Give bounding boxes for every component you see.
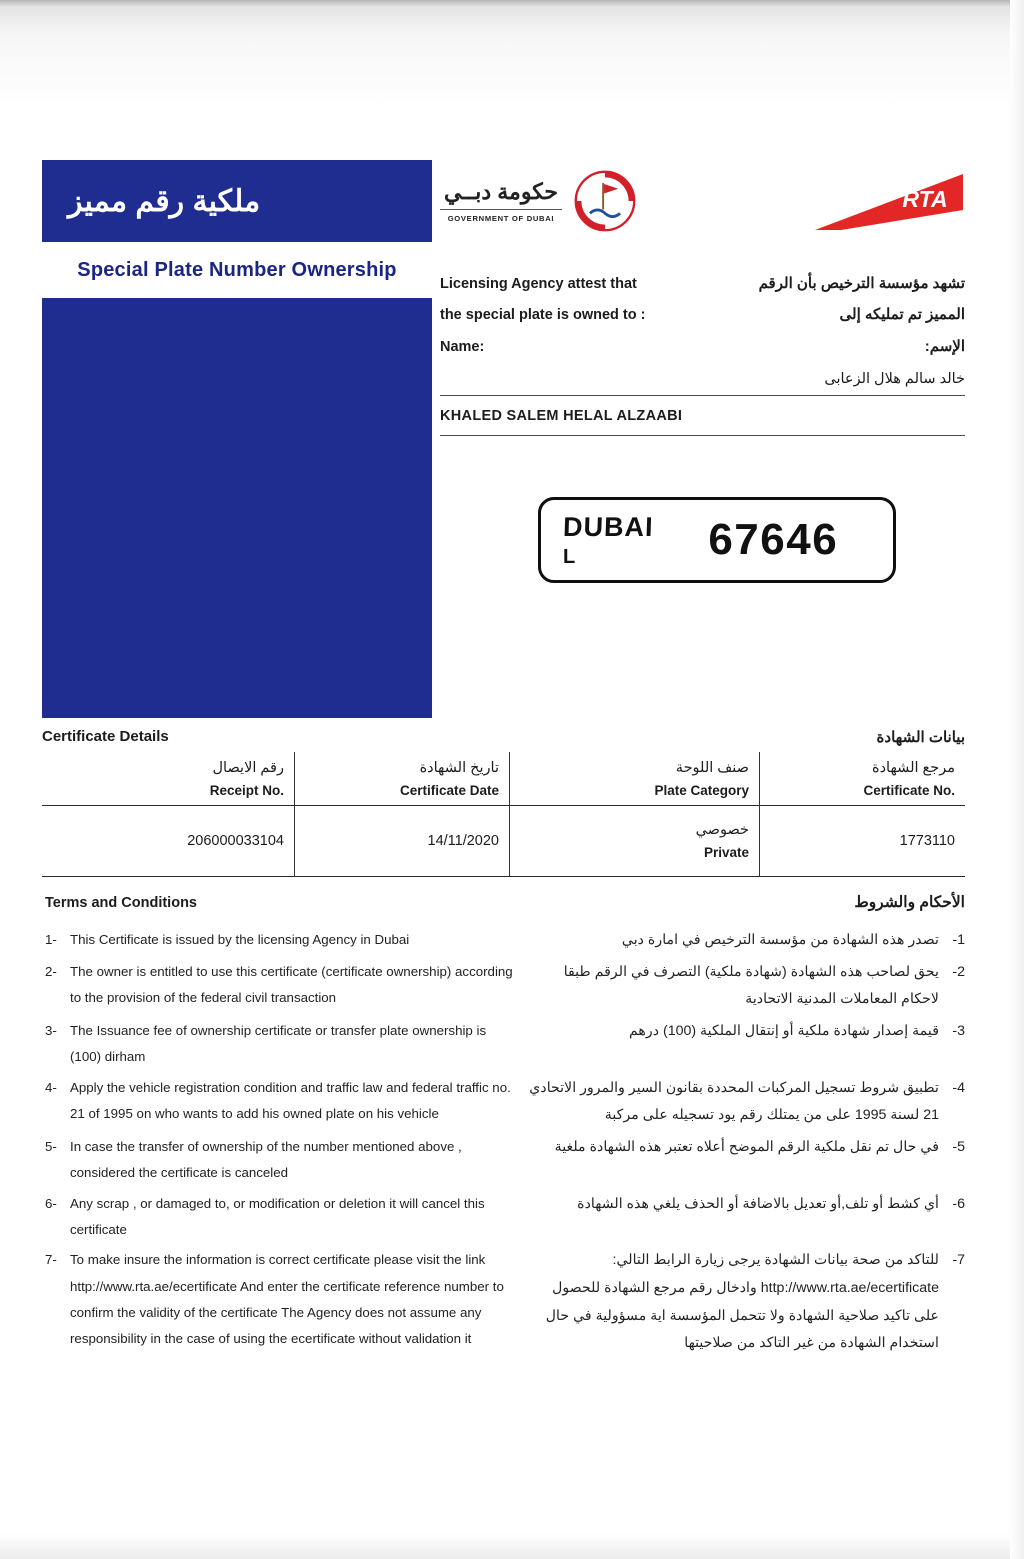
- term-number: 7-: [45, 1252, 57, 1268]
- term-number-ar: 3-: [952, 1023, 965, 1040]
- term-text-ar: يحق لصاحب هذه الشهادة (شهادة ملكية) التصرف في الرقم طبقا لاحكام المعاملات المدنية الاتحادية: [563, 963, 939, 1008]
- term-text-en: The Issuance fee of ownership certificate or transfer plate ownership is (100) dirham: [70, 1023, 487, 1065]
- plate-number: 67646: [708, 515, 839, 564]
- term-number-ar: 2-: [952, 963, 965, 980]
- gov-logo-english: GOVERNMENT OF DUBAI: [447, 214, 555, 223]
- term-item-1: [45, 927, 965, 955]
- terms-title-ar: الأحكام والشروط: [854, 894, 965, 911]
- plate-category-en: Private: [703, 845, 749, 860]
- rta-logo-text: RTA: [902, 186, 948, 212]
- english-title-band: [42, 242, 432, 298]
- term-item-4: [45, 1075, 965, 1130]
- term-item-5: [45, 1134, 965, 1187]
- col-header-receipt-no: [42, 752, 295, 806]
- owner-name-arabic: خالد سالم هلال الزعابى: [824, 371, 965, 387]
- certificate-details-title-ar: بيانات الشهادة: [876, 729, 965, 746]
- attestation-section: [440, 274, 965, 436]
- dubai-government-emblem-icon: [572, 168, 638, 234]
- term-text-ar: تطبيق شروط تسجيل المركبات المحددة بقانون السير والمرور الاتحادي 21 لسنة 1995 على من يمتلك رقم يود تسجيله على مركبة: [529, 1079, 939, 1124]
- english-title: Special Plate Number Ownership: [77, 258, 397, 281]
- term-text-ar: للتاكد من صحة بيانات الشهادة يرجى زيارة الرابط التالي: http://www.rta.ae/ecertificate وادخال رقم مرجع الشهادة للحصول على تاكيد صلاحية الشهادة ولا تتحمل المؤسسة اية مسؤولية في حال استخدام الشهادة من غير التاكد من صلاحيتها: [545, 1252, 939, 1352]
- term-number: 1-: [45, 932, 57, 947]
- owner-name-english: KHALED SALEM HELAL ALZAABI: [440, 408, 683, 424]
- certificate-details-table: [42, 752, 965, 877]
- title-panel: [42, 160, 432, 718]
- term-text-en: To make insure the information is correct certificate please visit the link http://www.rta.ae/ecertificate And enter the certificate reference number to confirm the validity of the certificate The Agency does not assume any responsibility in the case of using the ecertificate without validation it: [70, 1252, 504, 1347]
- attest-ar-line2: المميز تم تمليكه إلى: [839, 306, 965, 323]
- attest-en-line1: Licensing Agency attest that: [440, 276, 637, 292]
- terms-list: [45, 927, 965, 1358]
- term-number: 4-: [45, 1079, 57, 1095]
- term-text-ar: أي كشط أو تلف,أو تعديل بالاضافة أو الحذف يلغي هذه الشهادة: [577, 1195, 939, 1212]
- certificate-details-section: [42, 728, 965, 877]
- term-text-ar: في حال تم نقل ملكية الرقم الموضح أعلاه تعتبر هذه الشهادة ملغية: [554, 1139, 939, 1156]
- plate-brand-block: [562, 511, 655, 568]
- term-item-2: [45, 959, 965, 1014]
- plate-brand-dubai: DUBAI: [562, 511, 655, 542]
- col-header-certno-ar: مرجع الشهادة: [871, 760, 955, 776]
- name-label-en: Name:: [440, 339, 485, 355]
- terms-title-en: Terms and Conditions: [45, 895, 197, 911]
- government-of-dubai-logo: [440, 168, 638, 234]
- name-label-row: [440, 337, 965, 355]
- terms-section: [45, 893, 965, 1362]
- term-number-ar: 1-: [952, 932, 965, 948]
- divider-line: [440, 435, 965, 436]
- term-text-ar: قيمة إصدار شهادة ملكية أو إنتقال الملكية (100) درهم: [628, 1023, 939, 1040]
- col-header-category-en: Plate Category: [654, 783, 749, 798]
- term-text-en: Apply the vehicle registration condition and traffic law and federal traffic no. 21 of 1995 on who wants to add his owned plate on his vehicle: [70, 1079, 511, 1121]
- term-text-en: In case the transfer of ownership of the number mentioned above , considered the certificate is canceled: [70, 1139, 462, 1181]
- certificate-no-value: 1773110: [760, 806, 965, 877]
- col-header-certificate-no: [760, 752, 965, 806]
- term-number-ar: 4-: [952, 1079, 965, 1096]
- plate-category-ar: خصوصي: [695, 822, 749, 838]
- col-header-certno-en: Certificate No.: [863, 783, 955, 798]
- gov-logo-arabic: حكومة دبــي: [440, 179, 562, 210]
- scan-shadow-top: [0, 0, 1024, 110]
- certificate-details-title-en: Certificate Details: [42, 728, 169, 745]
- term-number-ar: 7-: [952, 1252, 965, 1269]
- plate-category-value: [510, 806, 760, 877]
- certificate-details-header: [42, 728, 965, 746]
- attestation-line-1: [440, 274, 965, 292]
- certificate-date-value: 14/11/2020: [295, 806, 510, 877]
- gov-logo-text: [440, 179, 562, 223]
- col-header-certificate-date: [295, 752, 510, 806]
- col-header-category-ar: صنف اللوحة: [675, 760, 749, 776]
- term-text-en: This Certificate is issued by the licensing Agency in Dubai: [70, 932, 410, 947]
- receipt-no-value: 206000033104: [42, 806, 295, 877]
- name-label-ar: الإسم:: [924, 338, 965, 355]
- term-item-3: [45, 1018, 965, 1071]
- term-number: 3-: [45, 1023, 57, 1039]
- col-header-date-en: Certificate Date: [399, 783, 499, 798]
- arabic-title: ملكية رقم مميز: [68, 184, 261, 218]
- col-header-receipt-en: Receipt No.: [209, 783, 284, 798]
- attest-en-line2: the special plate is owned to :: [440, 307, 646, 323]
- term-item-7: [45, 1247, 965, 1358]
- scan-shadow-bottom: [0, 1533, 1024, 1559]
- term-item-6: [45, 1191, 965, 1244]
- term-number: 6-: [45, 1195, 57, 1211]
- term-number: 2-: [45, 963, 57, 979]
- plate-code-letter: L: [563, 545, 576, 568]
- terms-header: [45, 893, 965, 912]
- term-number-ar: 6-: [952, 1195, 965, 1212]
- term-number: 5-: [45, 1139, 57, 1155]
- rta-logo-icon: [815, 170, 965, 232]
- term-text-en: The owner is entitled to use this certificate (certificate ownership) according to the provision of the federal civil transaction: [70, 963, 513, 1005]
- rta-logo: [815, 170, 965, 232]
- attest-ar-line1: تشهد مؤسسة الترخيص بأن الرقم: [758, 275, 965, 292]
- col-header-receipt-ar: رقم الايصال: [212, 760, 284, 776]
- scan-shadow-right: [1010, 0, 1024, 1559]
- attestation-line-2: [440, 305, 965, 323]
- license-plate: [538, 497, 896, 583]
- term-number-ar: 5-: [952, 1139, 965, 1156]
- term-text-en: Any scrap , or damaged to, or modification or deletion it will cancel this certificate: [70, 1195, 485, 1237]
- col-header-date-ar: تاريخ الشهادة: [419, 760, 499, 776]
- term-text-ar: تصدر هذه الشهادة من مؤسسة الترخيص في امارة دبي: [621, 932, 939, 948]
- divider-line: [440, 395, 965, 396]
- col-header-plate-category: [510, 752, 760, 806]
